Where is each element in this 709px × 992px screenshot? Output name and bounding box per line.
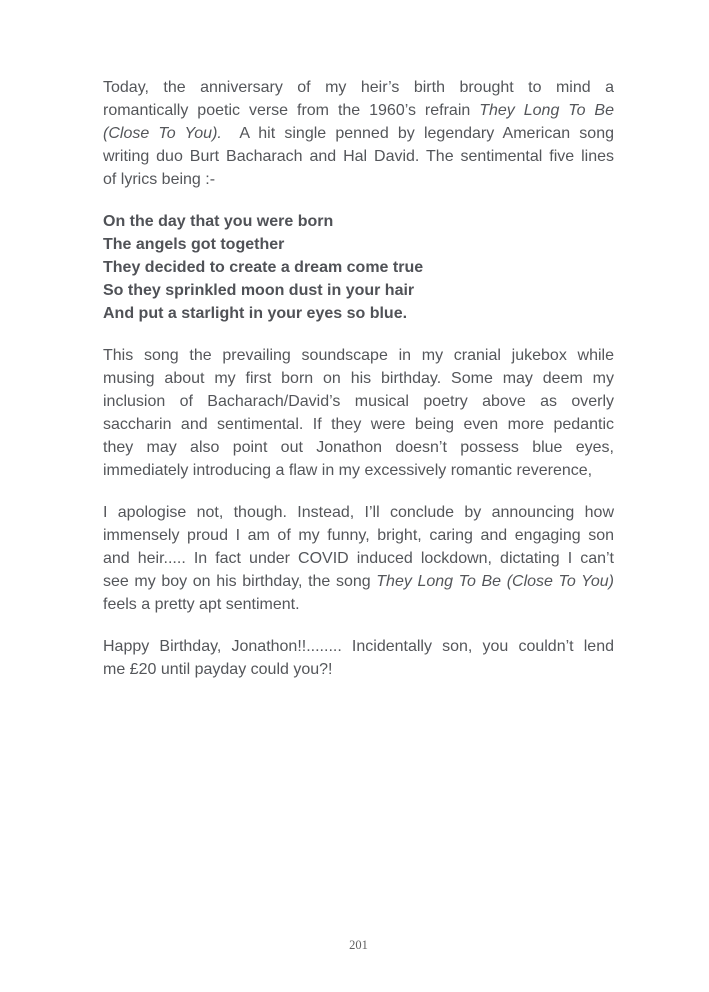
text-segment: Happy Birthday, Jonathon!!........ Incidentally son, you couldn’t lend — [103, 638, 614, 655]
italic-text: (Close To You). — [103, 125, 222, 142]
text-line — [103, 658, 614, 681]
text-segment: of lyrics being :- — [103, 171, 216, 188]
text-line — [103, 302, 614, 325]
text-line — [103, 390, 614, 413]
text-segment: inclusion of Bacharach/David’s musical poetry above as overly — [103, 393, 614, 410]
text-line — [103, 367, 614, 390]
italic-text: They Long To Be — [479, 102, 614, 119]
text-segment: So they sprinkled moon dust in your hair — [103, 282, 415, 299]
text-line — [103, 168, 614, 191]
page-content — [103, 76, 614, 700]
text-segment: They decided to create a dream come true — [103, 259, 424, 276]
text-segment: see my boy on his birthday, the song — [103, 573, 377, 590]
paragraph-lyrics — [103, 210, 614, 325]
text-line — [103, 99, 614, 122]
paragraph-musing — [103, 344, 614, 482]
text-segment: saccharin and sentimental. If they were being even more pedantic — [103, 416, 614, 433]
text-line — [103, 524, 614, 547]
paragraph-birthday-wish — [103, 635, 614, 681]
text-line — [103, 436, 614, 459]
paragraph-apology — [103, 501, 614, 616]
text-line — [103, 279, 614, 302]
text-line — [103, 233, 614, 256]
text-segment: writing duo Burt Bacharach and Hal David. The sentimental five lines — [103, 148, 614, 165]
text-line — [103, 76, 614, 99]
page-number: 201 — [349, 938, 368, 952]
paragraph-intro — [103, 76, 614, 191]
text-line — [103, 593, 614, 616]
text-line — [103, 635, 614, 658]
italic-text: They Long To Be (Close To You) — [376, 573, 614, 590]
text-line — [103, 501, 614, 524]
text-line — [103, 413, 614, 436]
text-segment: me £20 until payday could you?! — [103, 661, 333, 678]
text-segment: On the day that you were born — [103, 213, 334, 230]
text-line — [103, 145, 614, 168]
text-line — [103, 122, 614, 145]
text-segment: immediately introducing a flaw in my excessively romantic reverence, — [103, 462, 593, 479]
text-segment: A hit single penned by legendary American song — [221, 125, 614, 142]
text-line — [103, 547, 614, 570]
text-line — [103, 570, 614, 593]
text-segment: they may also point out Jonathon doesn’t possess blue eyes, — [103, 439, 614, 456]
text-segment: romantically poetic verse from the 1960’s refrain — [103, 102, 480, 119]
text-segment: Today, the anniversary of my heir’s birth brought to mind a — [103, 79, 614, 96]
text-segment: feels a pretty apt sentiment. — [103, 596, 300, 613]
text-segment: I apologise not, though. Instead, I’ll conclude by announcing how — [103, 504, 614, 521]
text-segment: musing about my first born on his birthday. Some may deem my — [103, 370, 614, 387]
text-segment: And put a starlight in your eyes so blue. — [103, 305, 408, 322]
text-line — [103, 256, 614, 279]
text-segment: This song the prevailing soundscape in my cranial jukebox while — [103, 347, 614, 364]
text-segment: immensely proud I am of my funny, bright, caring and engaging son — [103, 527, 614, 544]
text-line — [103, 459, 614, 482]
text-segment: The angels got together — [103, 236, 285, 253]
text-line — [103, 210, 614, 233]
text-segment: and heir..... In fact under COVID induced lockdown, dictating I can’t — [103, 550, 614, 567]
text-line — [103, 344, 614, 367]
